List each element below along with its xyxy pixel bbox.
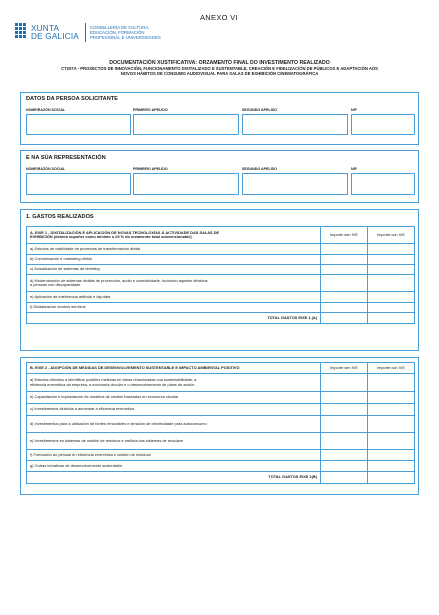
applicant-nif-field[interactable]	[351, 114, 415, 135]
representative-name-field[interactable]	[26, 173, 131, 195]
representative-first-surname-field[interactable]	[133, 173, 239, 195]
amount-without-vat-cell[interactable]	[321, 433, 368, 450]
table-row	[27, 255, 415, 265]
representative-heading: E NA SÚA REPRESENTACIÓN	[26, 155, 106, 161]
amount-with-vat-cell[interactable]	[368, 265, 415, 275]
representative-nif-label: NIF	[351, 167, 357, 171]
row-label: e) Investimentos en sistemas de xestión de residuos e mellora dos sistemas de reciclaxe	[27, 433, 321, 450]
amount-with-vat-cell[interactable]	[368, 404, 415, 416]
applicant-heading: DATOS DA PERSOA SOLICITANTE	[26, 96, 118, 102]
row-label-emphasis: ticketing	[85, 266, 100, 272]
amount-without-vat-cell[interactable]	[321, 404, 368, 416]
axis1-header-row	[27, 227, 415, 244]
table-row	[27, 450, 415, 461]
table-row	[27, 374, 415, 392]
applicant-nif-label: NIF	[351, 108, 357, 112]
col-without-vat-header: Importe sen IVE	[321, 363, 368, 374]
applicant-section	[20, 92, 419, 145]
amount-without-vat-cell[interactable]	[321, 292, 368, 303]
representative-section	[20, 150, 419, 203]
amount-with-vat-cell[interactable]	[368, 275, 415, 292]
amount-without-vat-cell[interactable]	[321, 265, 368, 275]
logo-divider	[85, 23, 86, 42]
amount-with-vat-cell[interactable]	[368, 244, 415, 255]
amount-with-vat-cell[interactable]	[368, 374, 415, 392]
amount-with-vat-cell[interactable]	[368, 461, 415, 472]
row-label: a) Estudos de viabilidade de proxectos de transformación dixital	[27, 244, 321, 255]
row-label-line-2: a persoas con discapacidade	[30, 282, 81, 287]
axis2-total-label: TOTAL GASTOS EIXE 2(B)	[27, 472, 321, 484]
row-label-emphasis: big data	[96, 293, 111, 299]
representative-name-label: NOME/RAZÓN SOCIAL	[26, 167, 66, 171]
document-subtitle-line-1: CT207A - PROXECTOS DE INNOVACIÓN, FUNCIONAMENTO DIXITALIZADO E SUSTENTABLE, CREACIÓN E FIDELIZACIÓN DE PÚBLICOS E ADAPTACIÓN AOS	[61, 66, 378, 71]
row-label: b) Capacitación e implantación de modelos de xestión baseados en economía circular	[27, 392, 321, 404]
amount-without-vat-cell[interactable]	[321, 303, 368, 313]
table-row	[27, 392, 415, 404]
amount-with-vat-cell[interactable]	[368, 392, 415, 404]
amount-without-vat-cell[interactable]	[321, 275, 368, 292]
col-with-vat-header: Importe con IVE	[368, 227, 415, 244]
table-row	[27, 416, 415, 433]
row-label	[27, 292, 321, 303]
department-line-2: EDUCACIÓN, FORMACIÓN	[90, 30, 145, 35]
row-label: f) Dixitalización doutros servizos	[27, 303, 321, 313]
row-label-line-2: eficiencia enerxética da empresa, a economía circular e o desenvolvemento de plans de acción	[30, 381, 195, 387]
representative-second-surname-field[interactable]	[242, 173, 348, 195]
axis2-title-text: B. EIXE 2 - ADOPCIÓN DE MEDIDAS DE DESENVOLVEMENTO SUSTENTABLE E IMPACTO AMBIENTAL POSITIVO	[30, 364, 240, 370]
representative-second-surname-label: SEGUNDO APELIDO	[242, 167, 278, 171]
expenses-section	[20, 209, 419, 351]
axis2-total-with-vat-cell[interactable]	[368, 472, 415, 484]
axis2-total-without-vat-cell[interactable]	[321, 472, 368, 484]
table-row	[27, 265, 415, 275]
axis1-total-label: TOTAL GASTOS EIXE 1 (A)	[27, 313, 321, 324]
amount-without-vat-cell[interactable]	[321, 244, 368, 255]
amount-with-vat-cell[interactable]	[368, 450, 415, 461]
applicant-first-surname-label: PRIMEIRO APELIDO	[133, 108, 168, 112]
amount-with-vat-cell[interactable]	[368, 433, 415, 450]
table-row	[27, 292, 415, 303]
axis2-section	[20, 357, 419, 495]
axis2-header-row	[27, 363, 415, 374]
document-subtitle	[20, 66, 419, 76]
axis1-title-line-2: EXHIBICIÓN (deberá supoñer como mínimo o 25 % do orzamento total subvencionable)	[30, 234, 192, 239]
row-label-line-1: d) Modernización de sistemas dixitais de proxección, audio e conectividade, incluíndo aqueles dirixidos	[30, 277, 208, 283]
col-with-vat-header: Importe con IVE	[368, 363, 415, 374]
axis1-table	[26, 226, 415, 324]
xunta-logo	[14, 20, 164, 46]
table-row	[27, 303, 415, 313]
amount-without-vat-cell[interactable]	[321, 392, 368, 404]
applicant-name-label: NOME/RAZÓN SOCIAL	[26, 108, 66, 112]
row-label	[27, 374, 321, 392]
table-row	[27, 244, 415, 255]
amount-without-vat-cell[interactable]	[321, 416, 368, 433]
row-label-text: c) Actualización de sistemas de	[30, 266, 86, 272]
amount-without-vat-cell[interactable]	[321, 255, 368, 265]
applicant-name-field[interactable]	[26, 114, 131, 135]
department-line-1: CONSELLERÍA DE CULTURA,	[90, 25, 150, 30]
axis2-table	[26, 362, 415, 484]
axis2-total-row	[27, 472, 415, 484]
row-label	[27, 265, 321, 275]
amount-with-vat-cell[interactable]	[368, 255, 415, 265]
cross-emblem-icon	[14, 22, 28, 42]
row-label: g) Outras iniciativas de desenvolvemento sustentable	[27, 461, 321, 472]
amount-with-vat-cell[interactable]	[368, 292, 415, 303]
axis1-total-row	[27, 313, 415, 324]
expenses-heading: 1. GASTOS REALIZADOS	[26, 214, 94, 220]
department-line-3: PROFESIONAL E UNIVERSIDADES	[90, 35, 161, 40]
table-row	[27, 275, 415, 292]
row-label: c) Investimentos dirixidos a aumentar a eficiencia enerxética	[27, 404, 321, 416]
axis2-title	[27, 363, 321, 374]
table-row	[27, 461, 415, 472]
document-subtitle-line-2: NOVOS HÁBITOS DE CONSUMO AUDIOVISUAL PARA SALAS DE EXHIBICIÓN CINEMATOGRÁFICA	[120, 71, 319, 76]
amount-without-vat-cell[interactable]	[321, 450, 368, 461]
row-label-line-1: a) Estudos dirixidos a identificar posibles melloras en áreas relacionadas coa sustentabilidade, a	[30, 377, 197, 383]
row-label-text: e) Aplicación de intelixencia artificial e	[30, 293, 97, 299]
axis1-title	[27, 227, 321, 244]
axis1-total-without-vat-cell[interactable]	[321, 313, 368, 324]
document-title: DOCUMENTACIÓN XUSTIFICATIVA: ORZAMENTO FINAL DO INVESTIMENTO REALIZADO	[109, 60, 330, 66]
col-without-vat-header: Importe sen IVE	[321, 227, 368, 244]
row-label: d) Investimentos para a utilización de fontes renovables e xeración de electricidade para autoconsumo	[27, 416, 321, 433]
row-label: b) Comunicación e marketing dixital	[27, 255, 321, 265]
table-row	[27, 404, 415, 416]
axis1-title-line-1: A. EIXE 1 - DIXITALIZACIÓN E APLICACIÓN DE NOVAS TECNOLOXÍAS Á ACTIVIDADE DAS SALAS DE	[30, 229, 220, 235]
amount-without-vat-cell[interactable]	[321, 374, 368, 392]
axis1-total-with-vat-cell[interactable]	[368, 313, 415, 324]
applicant-first-surname-field[interactable]	[133, 114, 239, 135]
amount-without-vat-cell[interactable]	[321, 461, 368, 472]
amount-with-vat-cell[interactable]	[368, 416, 415, 433]
brand-line-1: XUNTA	[31, 24, 60, 33]
applicant-second-surname-label: SEGUNDO APELIDO	[242, 108, 278, 112]
representative-nif-field[interactable]	[351, 173, 415, 195]
applicant-second-surname-field[interactable]	[242, 114, 348, 135]
representative-first-surname-label: PRIMEIRO APELIDO	[133, 167, 168, 171]
amount-with-vat-cell[interactable]	[368, 303, 415, 313]
row-label: f) Formación ao persoal en eficiencia enerxética e xestión de residuos	[27, 450, 321, 461]
brand-line-2: DE GALICIA	[31, 32, 79, 41]
row-label	[27, 275, 321, 292]
table-row	[27, 433, 415, 450]
annex-label: ANEXO VI	[200, 13, 238, 22]
